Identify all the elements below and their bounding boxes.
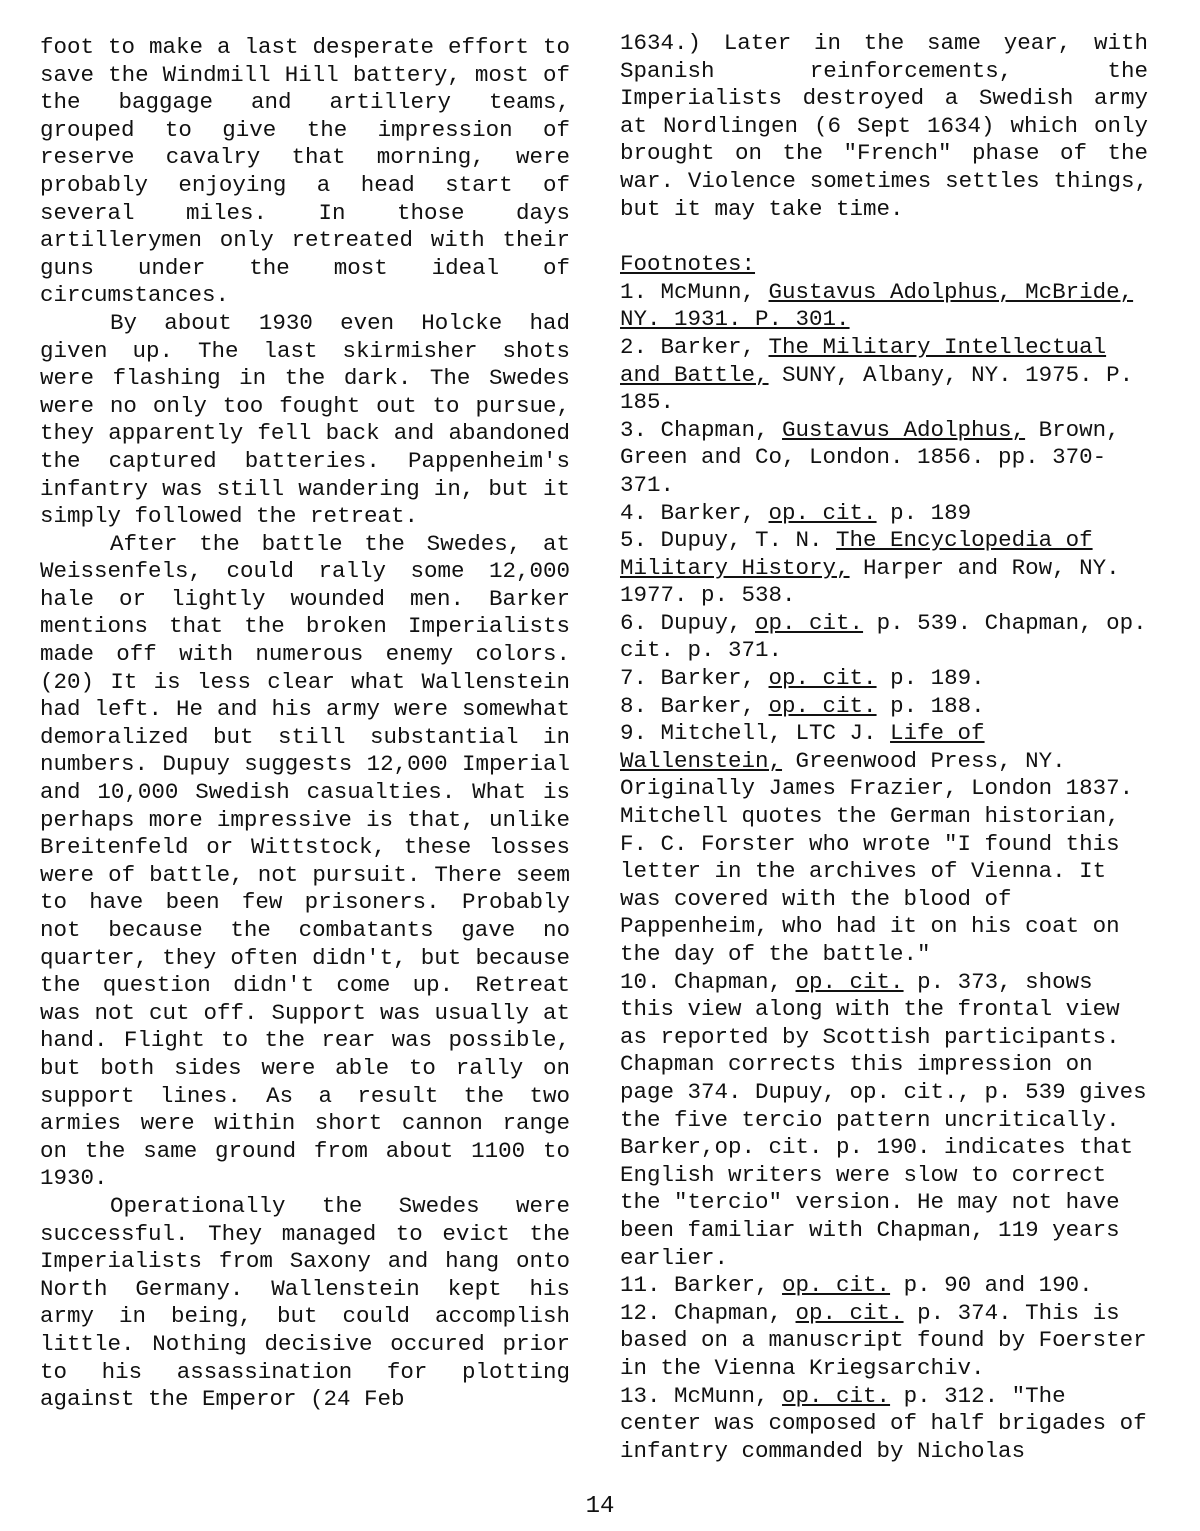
paragraph: By about 1930 even Holcke had given up. The last skirmisher shots were flashing in the dark. The Swedes were no only too fought out to pursue, they apparently fell back and abandoned the captured batteries. Pappenheim's infantry was still wandering in, but it simply followed the retreat. <box>40 309 570 530</box>
footnote: 12. Chapman, op. cit. p. 374. This is based on a manuscript found by Foerster in the Vienna Kriegsarchiv. <box>620 1299 1147 1381</box>
left-column <box>40 34 570 1414</box>
paragraph: foot to make a last desperate effort to save the Windmill Hill battery, most of the baggage and artillery teams, grouped to give the impression of reserve cavalry that morning, were probably enjoying a head start of several miles. In those days artillerymen only retreated with their guns under the most ideal of circumstances. <box>40 34 570 309</box>
footnote: 1. McMunn, Gustavus Adolphus, McBride, NY. 1931. P. 301. <box>620 278 1134 333</box>
footnote: 7. Barker, op. cit. p. 189. <box>620 665 985 692</box>
footnote: 5. Dupuy, T. N. The Encyclopedia of Military History, Harper and Row, NY. 1977. p. 538. <box>620 527 1120 609</box>
spacer <box>620 223 1148 251</box>
paragraph: After the battle the Swedes, at Weissenfels, could rally some 12,000 hale or lightly wounded men. Barker mentions that the broken Imperialists made off with numerous enemy colors. (20) It is less clear what Wallenstein had left. He and his army were somewhat demoralized but still substantial in numbers. Dupuy suggests 12,000 Imperial and 10,000 Swedish casualties. What is perhaps more impressive is that, unlike Breitenfeld or Wittstock, these losses were of battle, not pursuit. There seem to have been few prisoners. Probably not because the combatants gave no quarter, they often didn't, but because the question didn't come up. Retreat was not cut off. Support was usually at hand. Flight to the rear was possible, but both sides were able to rally on support lines. As a result the two armies were within short cannon range on the same ground from about 1100 to 1930. <box>40 530 570 1192</box>
footnote: 2. Barker, The Military Intellectual and Battle, SUNY, Albany, NY. 1975. P. 185. <box>620 333 1134 416</box>
footnotes-heading: Footnotes: <box>620 251 756 278</box>
footnote: 8. Barker, op. cit. p. 188. <box>620 692 985 719</box>
footnote: 10. Chapman, op. cit. p. 373, shows this view along with the frontal view as reported by Scottish participants. Chapman corrects this impression on page 374. Dupuy, op. cit., p. 539 gives the five tercio pattern uncritically. Barker,op. cit. p. 190. indicates that English writers were slow to correct the "tercio" version. He may not have been familiar with Chapman, 119 years earlier. <box>620 968 1147 1271</box>
page-number: 14 <box>585 1493 615 1520</box>
paragraph: Operationally the Swedes were successful. They managed to evict the Imperialists from Saxony and hang onto North Germany. Wallenstein kept his army in being, but could accomplish little. Nothing decisive occured prior to his assassination for plotting against the Emperor (24 Feb <box>40 1192 570 1413</box>
right-column <box>620 30 1148 1465</box>
footnote: 4. Barker, op. cit. p. 189 <box>620 499 972 526</box>
paragraph: 1634.) Later in the same year, with Spanish reinforcements, the Imperialists destroyed a Swedish army at Nordlingen (6 Sept 1634) which only brought on the "French" phase of the war. Violence sometimes settles things, but it may take time. <box>620 30 1148 222</box>
footnote: 9. Mitchell, LTC J. Life of Wallenstein, Greenwood Press, NY. Originally James Frazier, London 1837. Mitchell quotes the German historian, F. C. Forster who wrote "I found this letter in the archives of Vienna. It was covered with the blood of Pappenheim, who had it on his coat on the day of the battle." <box>620 720 1134 967</box>
footnote: 3. Chapman, Gustavus Adolphus, Brown, Green and Co, London. 1856. pp. 370-371. <box>620 416 1120 498</box>
footnote: 6. Dupuy, op. cit. p. 539. Chapman, op. cit. p. 371. <box>620 609 1147 664</box>
footnote: 11. Barker, op. cit. p. 90 and 190. <box>620 1272 1093 1299</box>
footnote: 13. McMunn, op. cit. p. 312. "The center was composed of half brigades of infantry commanded by Nicholas <box>620 1382 1147 1464</box>
